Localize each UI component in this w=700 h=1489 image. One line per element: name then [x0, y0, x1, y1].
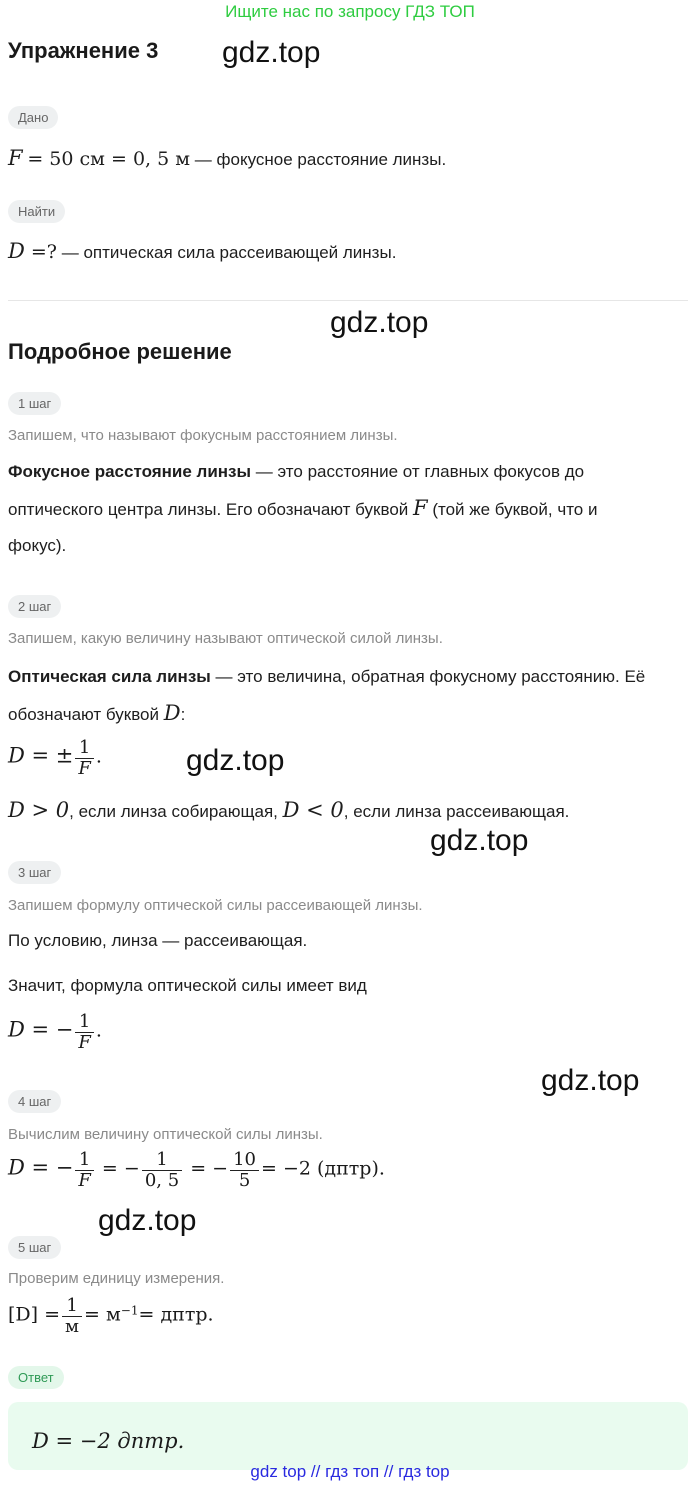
given-tag: Дано — [8, 106, 58, 129]
step-3-formula: D = − $\frac{1}{F}$ . — [8, 1011, 102, 1053]
page-title: Упражнение 3 — [8, 38, 159, 63]
divider — [8, 300, 688, 301]
step-2-formula: D = ± $\frac{1}{F}$ . — [8, 737, 102, 779]
answer-tag: Ответ — [8, 1366, 64, 1389]
step-5-tag: 5 шаг — [8, 1236, 61, 1259]
watermark: gdz.top — [541, 1064, 640, 1097]
watermark: gdz.top — [330, 306, 429, 339]
step-1-hint: Запишем, что называют фокусным расстоянием линзы. — [8, 427, 398, 444]
answer-text: D = −2 дптр. — [32, 1429, 185, 1453]
step-2-hint: Запишем, какую величину называют оптической силой линзы. — [8, 630, 443, 647]
step-4-tag: 4 шаг — [8, 1090, 61, 1113]
step-4-calculation: D = − $\frac{1}{F}$ = − $\frac{1}{0, 5}$ = − $\frac{10}{5}$ = −2 (дптр). — [8, 1149, 385, 1191]
watermark: gdz.top — [430, 824, 529, 857]
step-3-line2: Значит, формула оптической силы имеет вид — [8, 976, 367, 995]
step-3-tag: 3 шаг — [8, 861, 61, 884]
find-line: D =? — оптическая сила рассеивающей линзы. — [8, 239, 397, 263]
step-2-tag: 2 шаг — [8, 595, 61, 618]
watermark: gdz.top — [186, 744, 285, 777]
find-tag: Найти — [8, 200, 65, 223]
step-4-hint: Вычислим величину оптической силы линзы. — [8, 1126, 323, 1143]
step-2-conditions: D > 0, если линза собирающая, D < 0, если линза рассеивающая. — [8, 798, 570, 822]
step-1-tag: 1 шаг — [8, 392, 61, 415]
solution-title: Подробное решение — [8, 339, 232, 364]
footer-links[interactable]: gdz top // гдз топ // гдз top — [250, 1462, 450, 1481]
step-5-hint: Проверим единицу измерения. — [8, 1270, 225, 1287]
step-5-units: [D] = $\frac{1}{м}$ = $м^{-1}=$ дптр. — [8, 1295, 214, 1337]
search-banner: Ищите нас по запросу ГДЗ ТОП — [225, 2, 475, 21]
step-1-definition: Фокусное расстояние линзы — это расстояние от главных фокусов до оптического центра линзы. Его обозначают буквой F (той же буквой, что и фокус). — [8, 462, 598, 555]
step-2-definition: Оптическая сила линзы — это величина, обратная фокусному расстоянию. Её обозначают буквой D: — [8, 667, 646, 725]
step-3-hint: Запишем формулу оптической силы рассеивающей линзы. — [8, 897, 423, 914]
watermark: gdz.top — [222, 36, 321, 69]
watermark: gdz.top — [98, 1204, 197, 1237]
given-line: F = 50 см = 0, 5 м — фокусное расстояние линзы. — [8, 146, 447, 170]
step-3-line1: По условию, линза — рассеивающая. — [8, 931, 308, 950]
